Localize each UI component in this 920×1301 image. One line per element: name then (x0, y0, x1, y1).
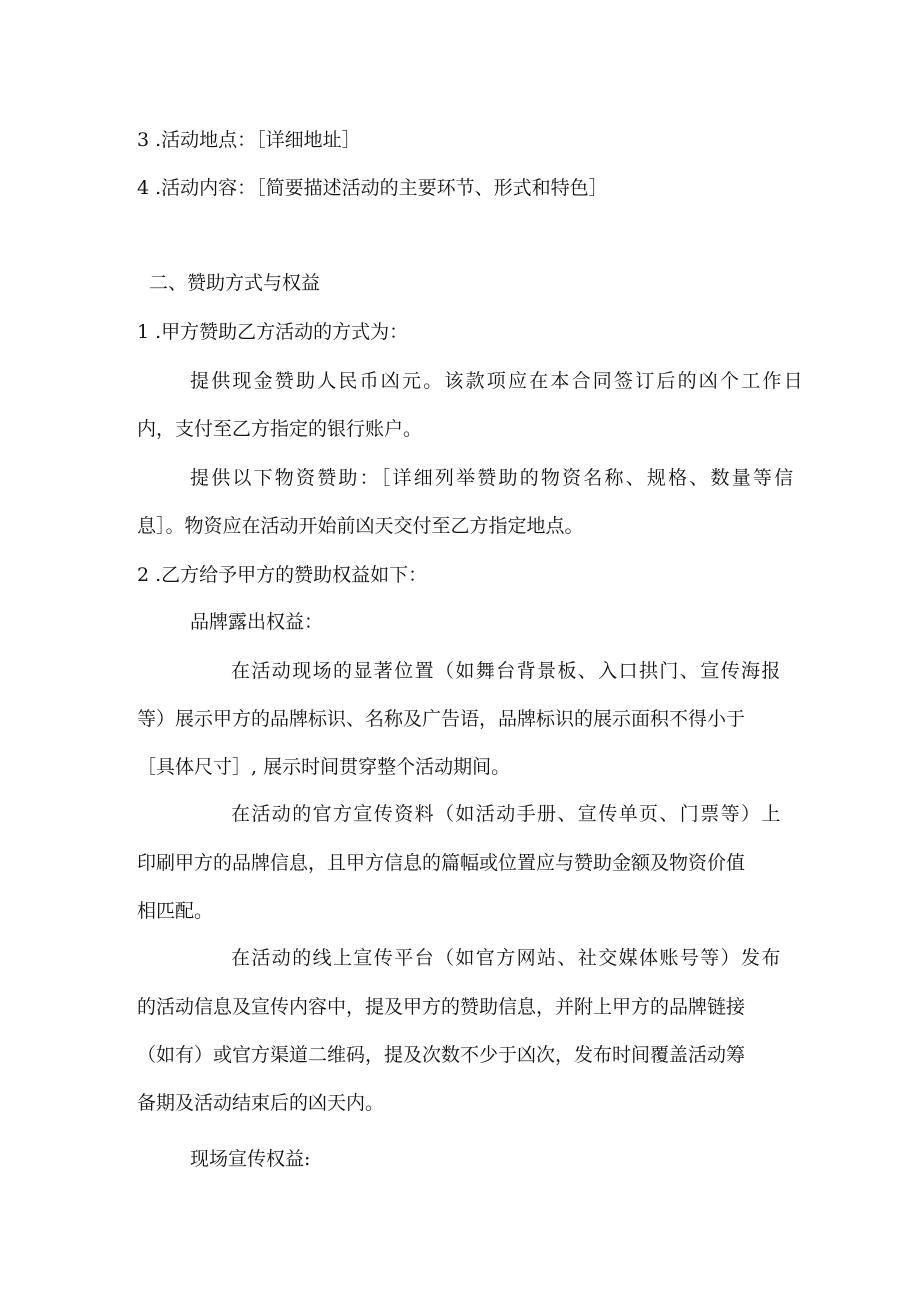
brand-benefit-3-line-4: 备期及活动结束后的凶天内。 (137, 1092, 385, 1114)
brand-benefit-1-line-1: 在活动现场的显著位置（如舞台背景板、入口拱门、宣传海报 (231, 660, 782, 682)
brand-benefit-3-line-2: 的活动信息及宣传内容中，提及甲方的赞助信息，并附上甲方的品牌链接 (137, 996, 746, 1018)
brand-benefit-1-line-2: 等）展示甲方的品牌标识、名称及广告语，品牌标识的展示面积不得小于 (137, 708, 746, 730)
brand-benefit-2-line-3: 相匹配。 (137, 900, 214, 922)
item-4-content: 4 .活动内容：［简要描述活动的主要环节、形式和特色］ (137, 177, 608, 199)
section-2-item-2: 2 .乙方给予甲方的赞助权益如下： (137, 564, 428, 586)
cash-sponsorship-line-2: 内，支付至乙方指定的银行账户。 (137, 418, 423, 440)
onsite-promotion-heading: 现场宣传权益: (190, 1148, 311, 1170)
goods-sponsorship-line-2: 息］。物资应在活动开始前凶天交付至乙方指定地点。 (137, 515, 584, 537)
brand-benefit-1-line-3: ［具体尺寸］, 展示时间贯穿整个活动期间。 (137, 756, 511, 778)
cash-sponsorship-line-1: 提供现金赞助人民币凶元。该款项应在本合同签订后的凶个工作日 (190, 370, 805, 392)
brand-benefit-2-line-1: 在活动的官方宣传资料（如活动手册、宣传单页、门票等）上 (231, 803, 782, 825)
section-2-item-1: 1 .甲方赞助乙方活动的方式为： (137, 321, 409, 343)
section-2-heading: 二、赞助方式与权益 (149, 272, 321, 294)
brand-benefit-3-line-1: 在活动的线上宣传平台（如官方网站、社交媒体账号等）发布 (231, 947, 782, 969)
brand-benefit-2-line-2: 印刷甲方的品牌信息，且甲方信息的篇幅或位置应与赞助金额及物资价值 (137, 852, 746, 874)
brand-exposure-heading: 品牌露出权益： (190, 611, 324, 633)
goods-sponsorship-line-1: 提供以下物资赞助：［详细列举赞助的物资名称、规格、数量等信 (190, 467, 796, 489)
item-3-venue: 3 .活动地点：［详细地址］ (137, 129, 361, 151)
brand-benefit-3-line-3: （如有）或官方渠道二维码，提及次数不少于凶次，发布时间覆盖活动筹 (137, 1044, 746, 1066)
